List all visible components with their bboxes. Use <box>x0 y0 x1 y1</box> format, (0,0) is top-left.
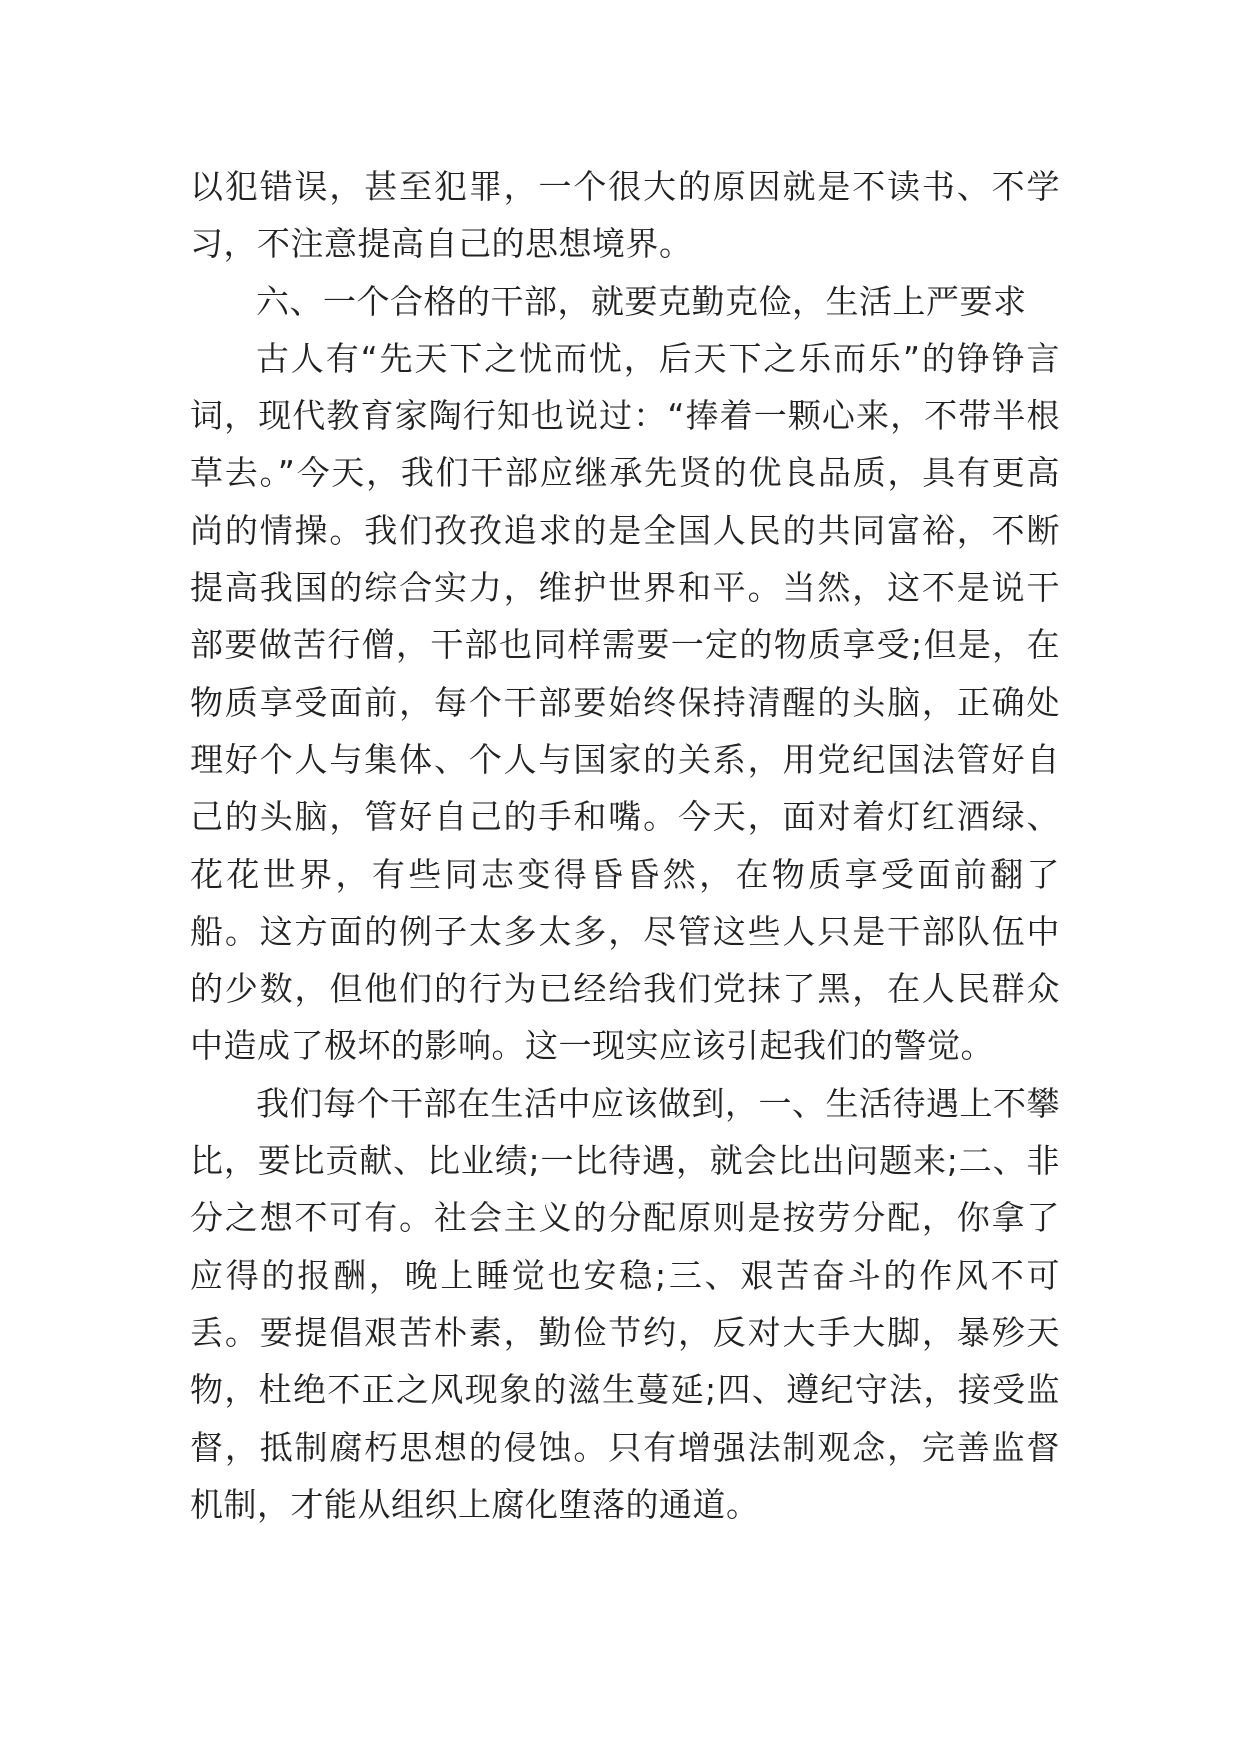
paragraph-body: 古人有“先天下之忧而忧，后天下之乐而乐”的铮铮言词，现代教育家陶行知也说过：“捧着一颗心来，不带半根草去。”今天，我们干部应继承先贤的优良品质，具有更高尚的情操。我们孜孜追求的是全国人民的共同富裕，不断提高我国的综合实力，维护世界和平。当然，这不是说干部要做苦行僧，干部也同样需要一定的物质享受;但是，在物质享受面前，每个干部要始终保持清醒的头脑，正确处理好个人与集体、个人与国家的关系，用党纪国法管好自己的头脑，管好自己的手和嘴。今天，面对着灯红酒绿、花花世界，有些同志变得昏昏然，在物质享受面前翻了船。这方面的例子太多太多，尽管这些人只是干部队伍中的少数，但他们的行为已经给我们党抹了黑，在人民群众中造成了极坏的影响。这一现实应该引起我们的警觉。 <box>190 338 1060 1066</box>
document-body <box>190 158 1060 1533</box>
paragraph-body: 我们每个干部在生活中应该做到，一、生活待遇上不攀比，要比贡献、比业绩;一比待遇，就会比出问题来;二、非分之想不可有。社会主义的分配原则是按劳分配，你拿了应得的报酬，晚上睡觉也安稳;三、艰苦奋斗的作风不可丢。要提倡艰苦朴素，勤俭节约，反对大手大脚，暴殄天物，杜绝不正之风现象的滋生蔓延;四、遵纪守法，接受监督，抵制腐朽思想的侵蚀。只有增强法制观念，完善监督机制，才能从组织上腐化堕落的通道。 <box>190 1083 1060 1524</box>
paragraph-continuation: 以犯错误，甚至犯罪，一个很大的原因就是不读书、不学习，不注意提高自己的思想境界。 <box>190 167 1060 264</box>
section-heading: 六、一个合格的干部，就要克勤克俭，生活上严要求 <box>256 281 1027 321</box>
